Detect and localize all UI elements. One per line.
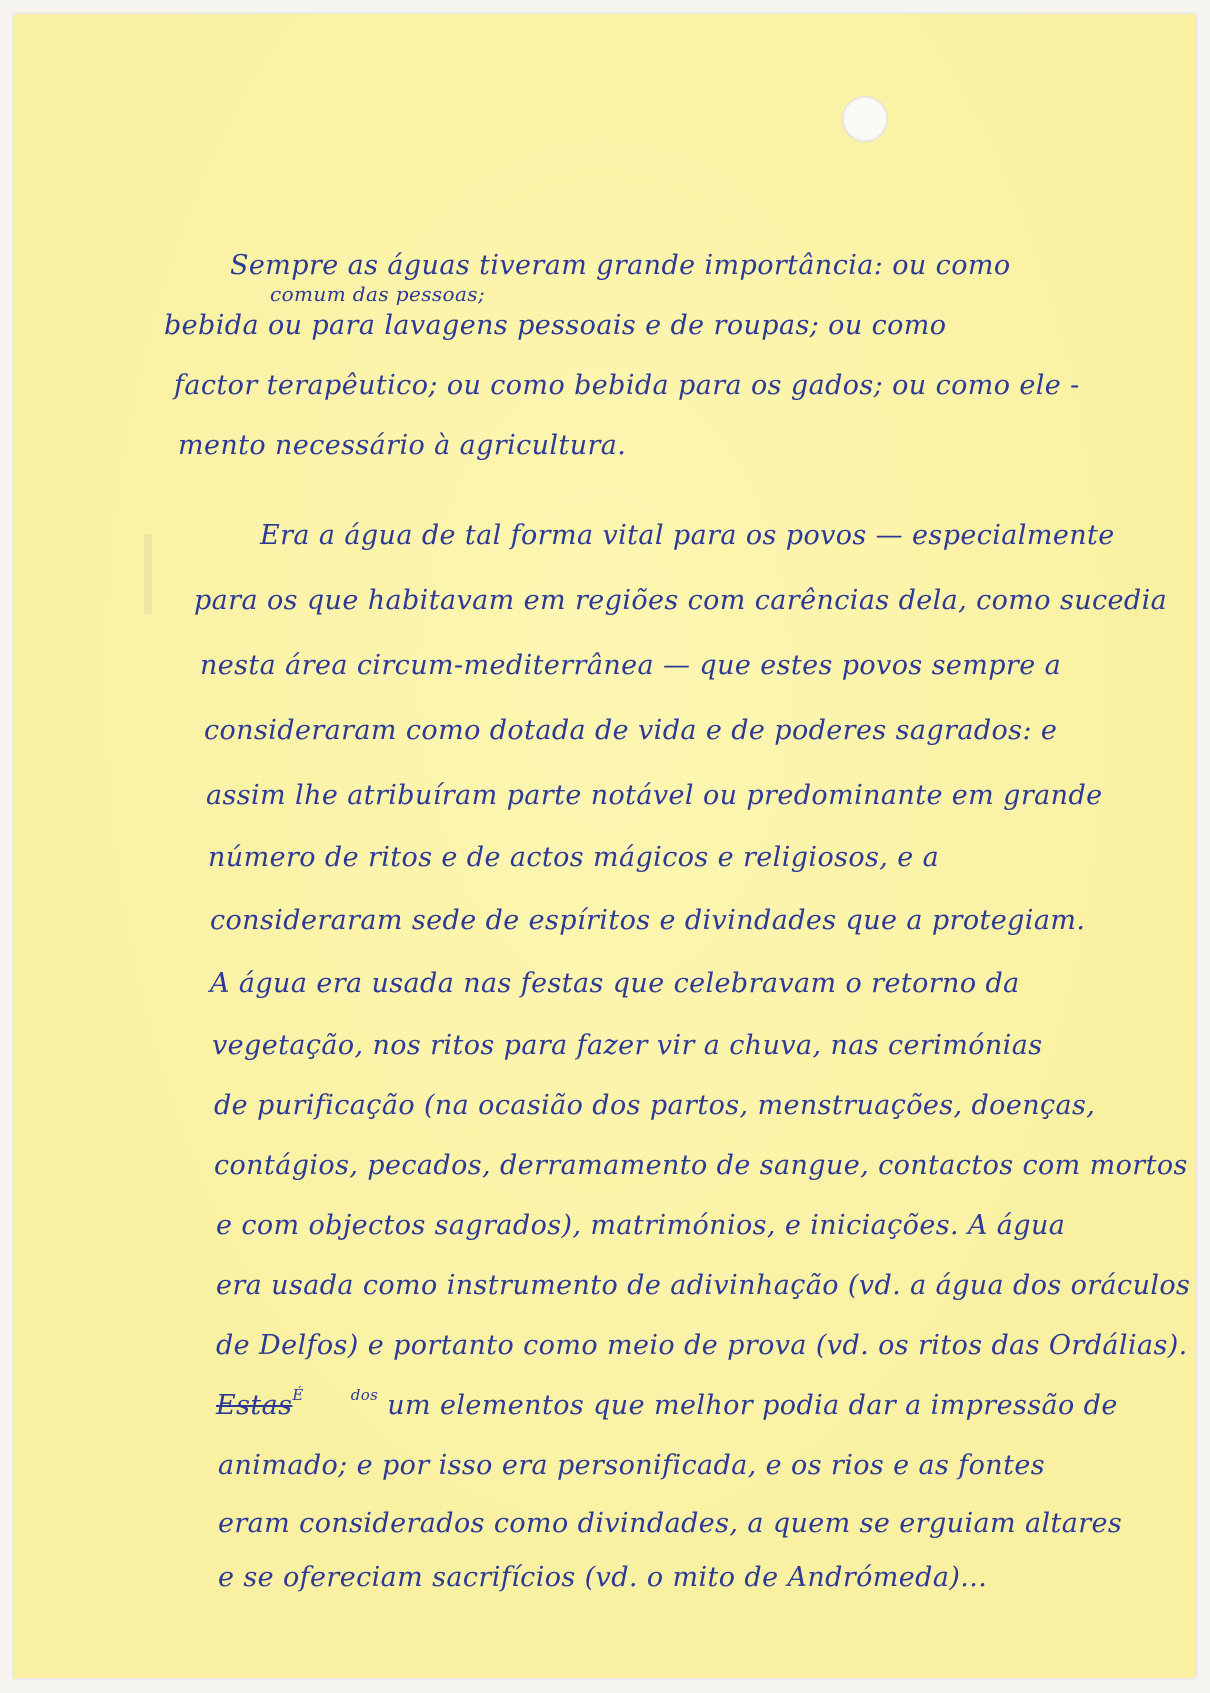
text-line-15: contágios, pecados, derramamento de sangue, contactos com mortos [214,1150,1188,1181]
text-line-8: consideraram como dotada de vida e de poderes sagrados: e [204,715,1058,746]
text-line-10: número de ritos e de actos mágicos e religiosos, e a [208,842,940,873]
text-line-22: e se ofereciam sacrifícios (vd. o mito de Andrómeda)... [218,1562,988,1593]
text-line-6: para os que habitavam em regiões com carências dela, como sucedia [194,585,1168,616]
text-line-3: factor terapêutico; ou como bebida para os gados; ou como ele - [174,370,1080,401]
bleed-through-mark [144,534,152,614]
text-line-5: Era a água de tal forma vital para os povos — especialmente [260,520,1115,551]
text-line-20: animado; e por isso era personificada, e os rios e as fontes [218,1450,1045,1481]
text-line-2: bebida ou para lavagens pessoais e de roupas; ou como [164,310,947,341]
text-line-13: vegetação, nos ritos para fazer vir a chuva, nas cerimónias [212,1030,1043,1061]
text-line-19-body: um elementos que melhor podia dar a impressão de [387,1390,1118,1421]
text-line-17: era usada como instrumento de adivinhação (vd. a água dos oráculos [216,1270,1191,1301]
text-line-4: mento necessário à agricultura. [178,430,627,461]
text-line-14: de purificação (na ocasião dos partos, menstruações, doenças, [214,1090,1096,1121]
text-line-21: eram considerados como divindades, a quem se erguiam altares [218,1508,1123,1539]
yellow-paper-sheet [14,14,1196,1678]
text-line-9: assim lhe atribuíram parte notável ou predominante em grande [206,780,1103,811]
text-line-12: A água era usada nas festas que celebravam o retorno da [210,968,1020,999]
text-line-7: nesta área circum-mediterrânea — que estes povos sempre a [200,650,1062,681]
punch-hole-icon [842,96,888,142]
struck-word: Estas [216,1390,293,1421]
text-line-11: consideraram sede de espíritos e divindades que a protegiam. [210,905,1086,936]
text-line-19 [216,1386,1118,1426]
superscript-e: É [292,1386,304,1404]
inserted-annotation: comum das pessoas; [270,282,486,306]
text-line-18: de Delfos) e portanto como meio de prova (vd. os ritos das Ordálias). [216,1330,1188,1361]
superscript-dos: dos [350,1386,379,1404]
text-line-16: e com objectos sagrados), matrimónios, e iniciações. A água [216,1210,1066,1241]
text-line-1: Sempre as águas tiveram grande importância: ou como [230,250,1011,281]
